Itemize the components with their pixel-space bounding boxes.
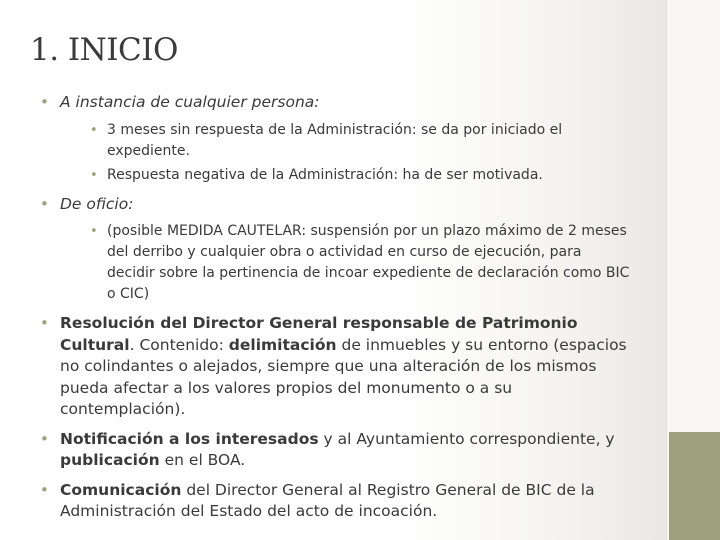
sub-bullet: • (posible MEDIDA CAUTELAR: suspensión por un plazo máximo de 2 meses del derribo y cualquier obra o actividad en curso de ejecución, para decidir sobre la pertinencia de incoar expediente de declaración como BIC o CIC) (90, 221, 630, 305)
slide-content (40, 92, 630, 531)
text: en el BOA. (159, 451, 246, 469)
bullet-comunicacion (40, 480, 630, 523)
bold-text: publicación (60, 451, 160, 469)
sub-bullet: • Respuesta negativa de la Administración: ha de ser motivada. (90, 165, 630, 186)
text: y al Ayuntamiento correspondiente, y (318, 429, 615, 448)
sub-list (90, 120, 630, 186)
text: del Director General al Registro General de BIC de la Administración del Estado del acto de incoación. (60, 480, 595, 520)
sub-bullet: • 3 meses sin respuesta de la Administración: se da por iniciado el expediente. (90, 120, 630, 162)
bullet-label: De oficio: (60, 194, 134, 213)
bold-text: Resolución del Director General responsable de Patrimonio Cultural (60, 314, 578, 354)
bold-text: Notificación a los interesados (60, 429, 319, 448)
bullet-notificacion (40, 429, 630, 472)
bold-text: Comunicación (60, 480, 182, 499)
sub-list (90, 221, 630, 305)
bullet-resolucion (40, 313, 630, 421)
accent-block (669, 432, 720, 540)
slide-title: 1. INICIO (30, 32, 178, 68)
bullet-de-oficio (40, 194, 630, 306)
bold-text: delimitación (228, 335, 337, 354)
text: . Contenido: (129, 335, 229, 354)
bullet-label: A instancia de cualquier persona: (60, 93, 320, 111)
text: de inmuebles y su entorno (espacios no colindantes o alejados, siempre que una alteración de los mismos pueda afectar a los valores propios del monumento o a su contemplación). (60, 335, 627, 418)
bullet-instancia (40, 92, 630, 186)
